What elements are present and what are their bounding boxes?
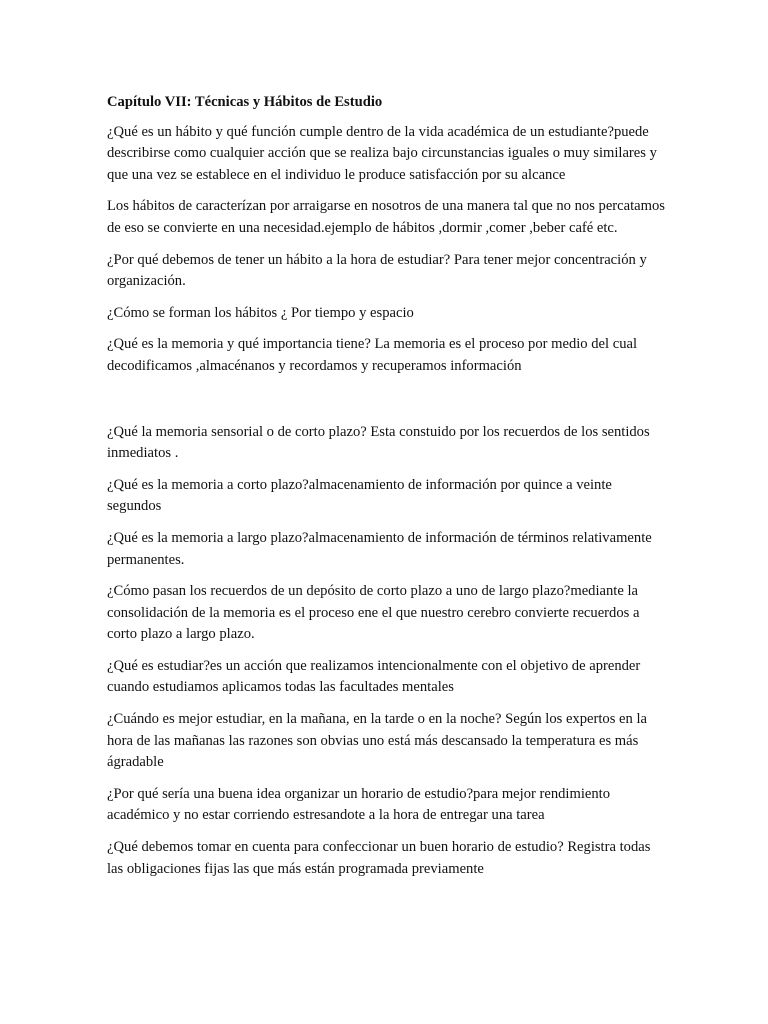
paragraph-habit-characteristics: Los hábitos de caracterízan por arraigarse en nosotros de una manera tal que no nos percatamos de eso se convierte en una necesidad.ejemplo de hábitos ,dormir ,comer ,beber café etc. xyxy=(107,198,665,236)
chapter-title: Capítulo VII: Técnicas y Hábitos de Estudio xyxy=(107,94,383,110)
document-page xyxy=(107,92,667,890)
paragraph-sensory-memory: ¿Qué la memoria sensorial o de corto plazo? Esta constuido por los recuerdos de los sentidos inmediatos . xyxy=(107,423,650,462)
paragraph-best-time-to-study: ¿Cuándo es mejor estudiar, en la mañana, en la tarde o en la noche? Según los expertos en la hora de las mañanas las razones son obvias uno está más descansado la temperatura es más ágradable xyxy=(107,711,647,771)
paragraph-what-is-studying: ¿Qué es estudiar?es un acción que realizamos intencionalmente con el objetivo de aprender cuando estudiamos aplicamos todas las facultades mentales xyxy=(107,657,641,696)
paragraph-study-habit: ¿Por qué debemos de tener un hábito a la hora de estudiar? Para tener mejor concentración y organización. xyxy=(107,251,647,290)
paragraph-schedule-considerations: ¿Qué debemos tomar en cuenta para confeccionar un buen horario de estudio? Registra todas las obligaciones fijas las que más están programada previamente xyxy=(107,839,651,877)
paragraph-habit-formation: ¿Cómo se forman los hábitos ¿ Por tiempo y espacio xyxy=(107,304,414,321)
paragraph-memory-definition: ¿Qué es la memoria y qué importancia tiene? La memoria es el proceso por medio del cual decodificamos ,almacénanos y recordamos y recuperamos información xyxy=(107,336,638,374)
paragraph-study-schedule: ¿Por qué sería una buena idea organizar un horario de estudio?para mejor rendimiento académico y no estar corriendo estresandote a la hora de entregar una tarea xyxy=(107,785,611,824)
paragraph-long-term-memory: ¿Qué es la memoria a largo plazo?almacenamiento de información de términos relativamente permanentes. xyxy=(107,529,652,568)
paragraph-habit-definition: ¿Qué es un hábito y qué función cumple dentro de la vida académica de un estudiante?puede describirse como cualquier acción que se realiza bajo circunstancias iguales o muy similares y que una vez se establece en el individuo le produce satisfacción por su alcance xyxy=(107,123,657,183)
paragraph-short-term-memory: ¿Qué es la memoria a corto plazo?almacenamiento de información por quince a veinte segundos xyxy=(107,476,612,515)
paragraph-memory-consolidation: ¿Cómo pasan los recuerdos de un depósito de corto plazo a uno de largo plazo?mediante la consolidación de la memoria es el proceso ene el que nuestro cerebro convierte recuerdos a corto plazo a largo plazo. xyxy=(107,583,640,643)
